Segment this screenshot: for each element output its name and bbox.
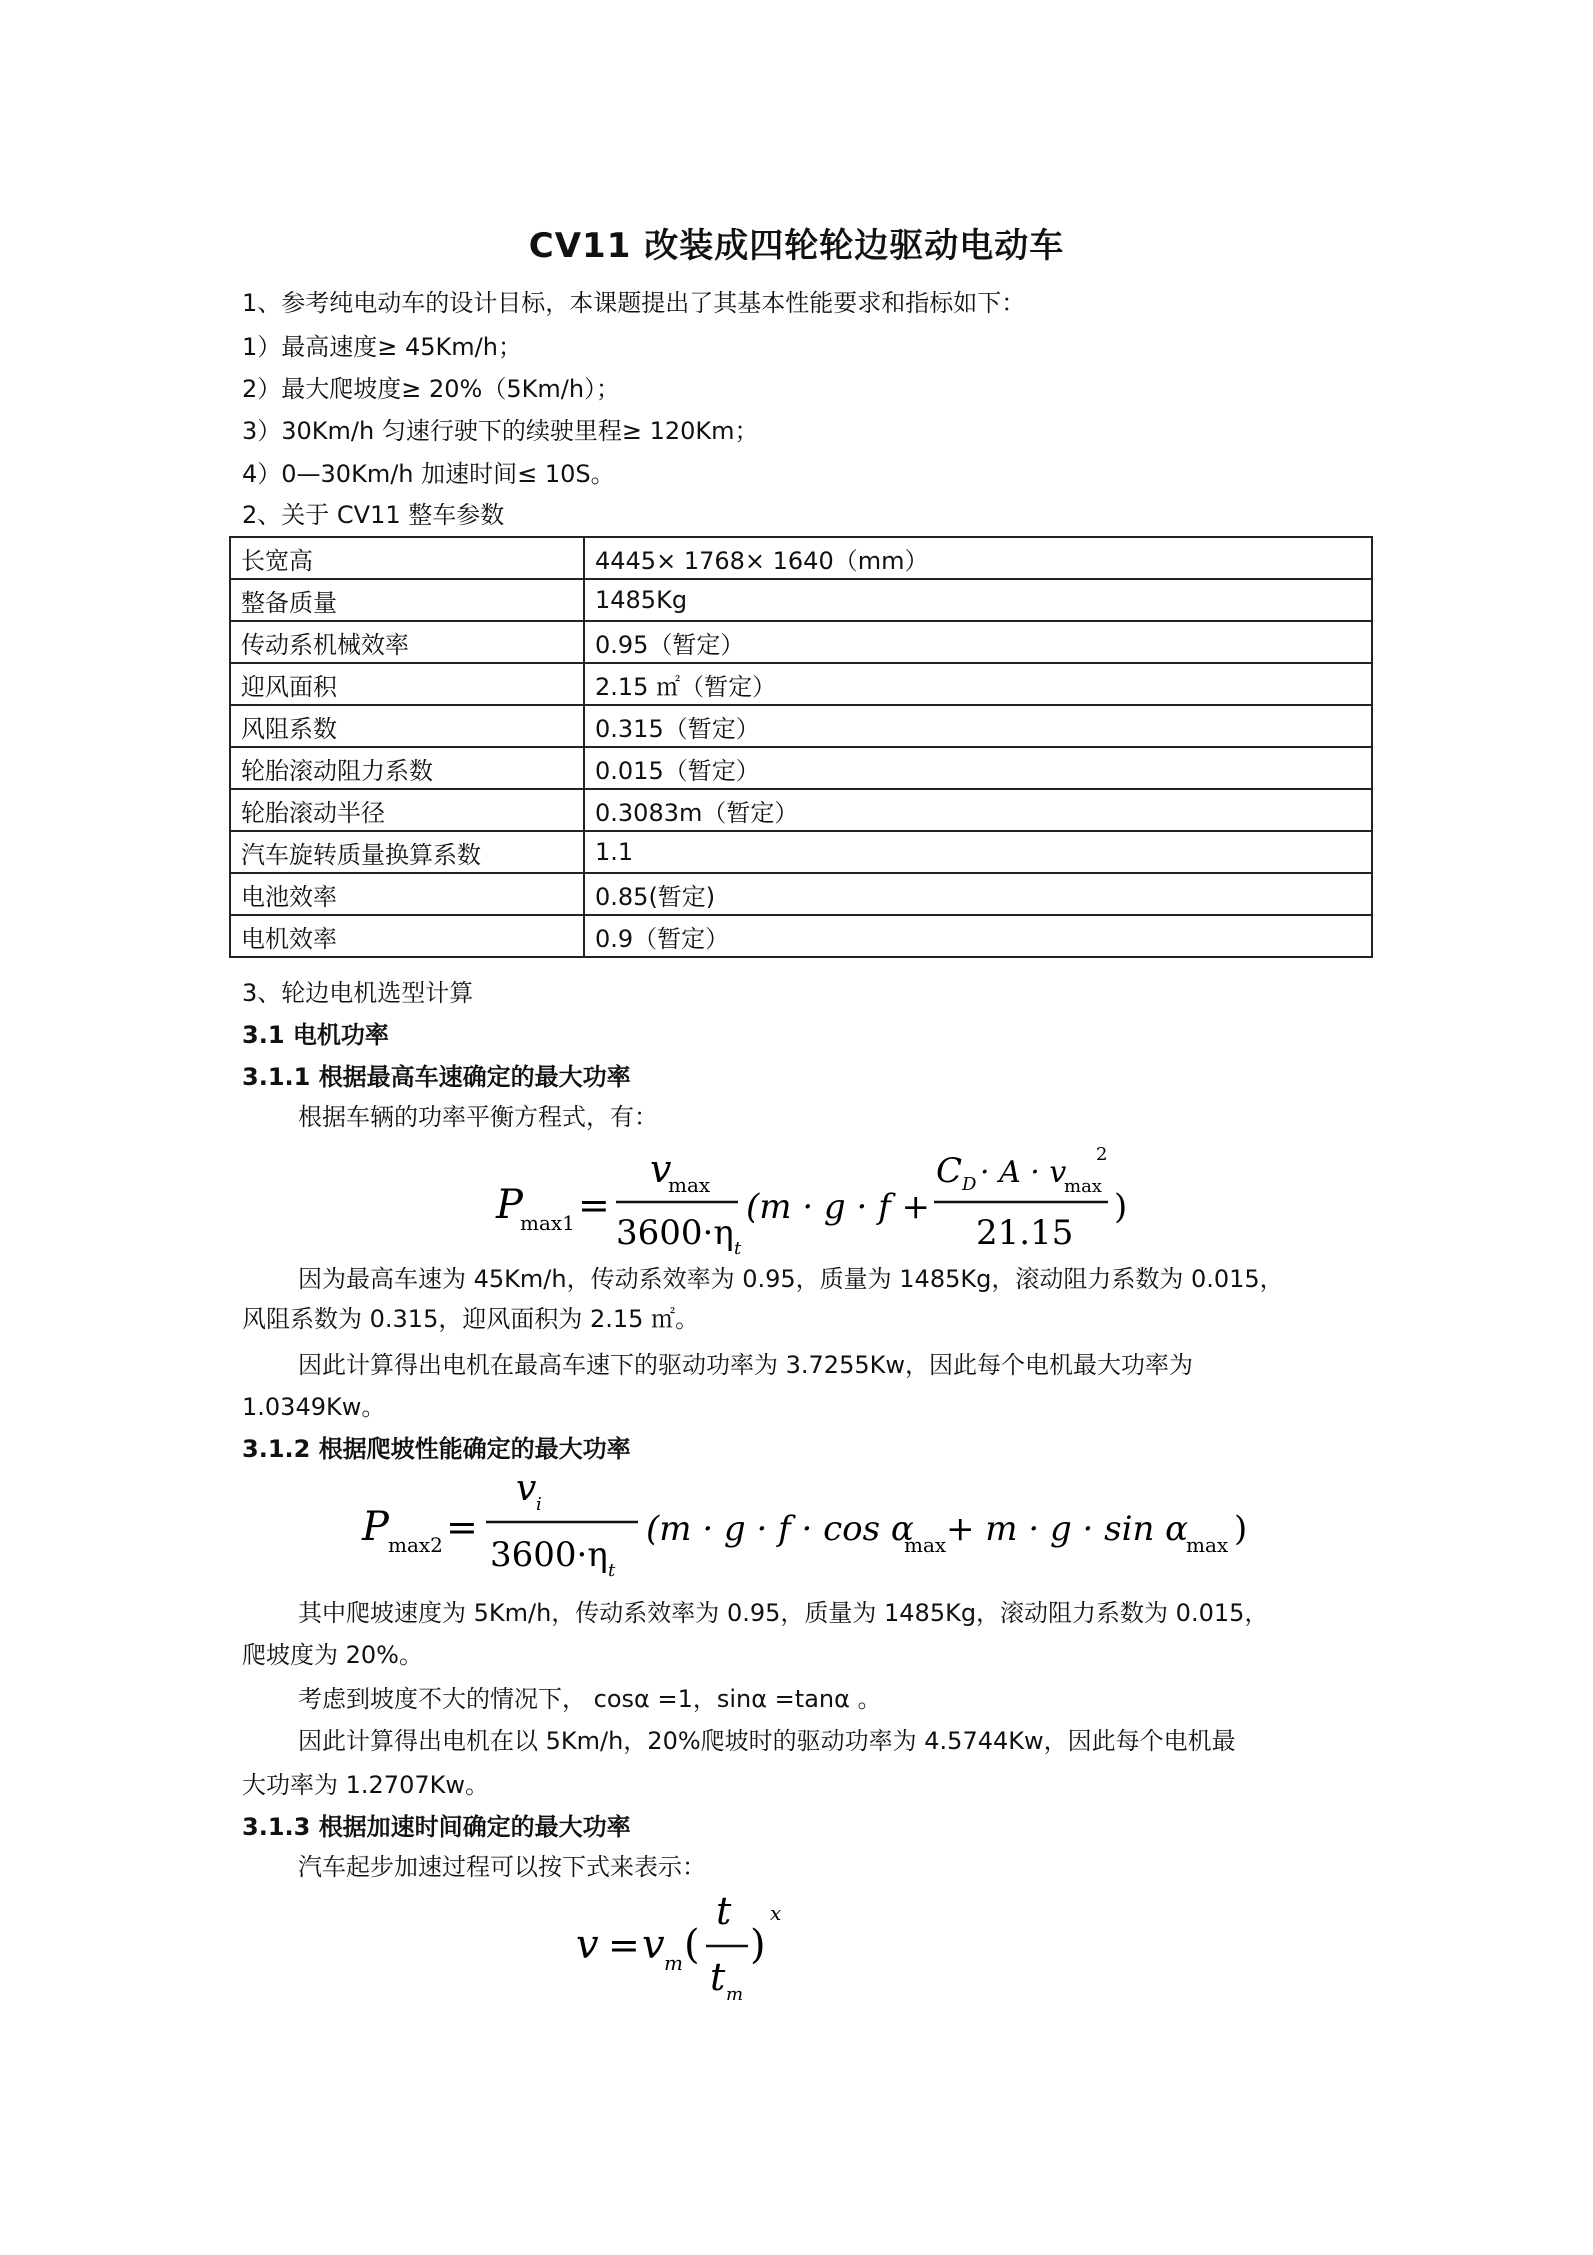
- f1-frac2-num-rest: · A · v: [980, 1155, 1067, 1190]
- subsection-heading: 3.1.1 根据最高车速确定的最大功率: [242, 1063, 631, 1091]
- param-value: 1485Kg: [584, 579, 1372, 621]
- f1-frac2-sup: 2: [1096, 1144, 1108, 1165]
- param-name: 整备质量: [230, 579, 584, 621]
- f3-lhs: v: [576, 1922, 599, 1968]
- f1-paren-close: ): [1114, 1187, 1128, 1227]
- param-name: 轮胎滚动半径: [230, 789, 584, 831]
- param-value: 4445× 1768× 1640（mm）: [584, 537, 1372, 579]
- paragraph: 因为最高车速为 45Km/h，传动系效率为 0.95，质量为 1485Kg，滚动阻力系数为 0.015，: [298, 1265, 1284, 1293]
- f1-num-sub: max: [668, 1173, 711, 1197]
- param-value: 0.015（暂定）: [584, 747, 1372, 789]
- paragraph: 因此计算得出电机在以 5Km/h，20%爬坡时的驱动功率为 4.5744Kw，因此每个电机最: [298, 1727, 1236, 1755]
- vehicle-params-table: [229, 536, 1373, 958]
- formula-2-svg: [356, 1470, 1256, 1580]
- f1-eq: =: [578, 1183, 610, 1227]
- paragraph: 汽车起步加速过程可以按下式来表示：: [298, 1853, 706, 1881]
- table-row: [230, 537, 1372, 579]
- param-value: 2.15 ㎡（暂定）: [584, 663, 1372, 705]
- f3-sup: x: [770, 1901, 782, 1925]
- table-row: [230, 747, 1372, 789]
- subsection-heading: 3.1.2 根据爬坡性能确定的最大功率: [242, 1435, 631, 1463]
- param-value: 0.315（暂定）: [584, 705, 1372, 747]
- f1-frac2-num: C: [936, 1151, 963, 1191]
- formula-power-climbing: [356, 1470, 1256, 1586]
- requirement-item: 3）30Km/h 匀速行驶下的续驶里程≥ 120Km；: [242, 417, 759, 445]
- paragraph: 大功率为 1.2707Kw。: [242, 1771, 489, 1799]
- paragraph: 1.0349Kw。: [242, 1393, 386, 1421]
- f1-den: 3600·η: [616, 1213, 734, 1253]
- table-row: [230, 915, 1372, 957]
- table-row: [230, 873, 1372, 915]
- f1-lhs-sub: max1: [520, 1211, 575, 1235]
- table-row: [230, 621, 1372, 663]
- param-name: 电池效率: [230, 873, 584, 915]
- f3-num: t: [716, 1889, 732, 1933]
- f2-den: 3600·η: [490, 1535, 608, 1575]
- f1-num: v: [650, 1147, 672, 1191]
- param-value: 0.3083m（暂定）: [584, 789, 1372, 831]
- f1-frac2-num-sub: D: [962, 1174, 977, 1195]
- f2-lhs-sub: max2: [388, 1533, 443, 1557]
- section-1-heading: 1、参考纯电动车的设计目标，本课题提出了其基本性能要求和指标如下：: [242, 289, 1026, 317]
- param-name: 风阻系数: [230, 705, 584, 747]
- param-name: 迎风面积: [230, 663, 584, 705]
- f3-eq: =: [608, 1923, 640, 1967]
- table-row: [230, 663, 1372, 705]
- f3-v: v: [642, 1922, 665, 1968]
- paragraph: 因此计算得出电机在最高车速下的驱动功率为 3.7255Kw，因此每个电机最大功率为: [298, 1351, 1193, 1379]
- table-row: [230, 831, 1372, 873]
- f2-body-close: ): [1234, 1509, 1248, 1549]
- paragraph: 其中爬坡速度为 5Km/h，传动系效率为 0.95，质量为 1485Kg，滚动阻力系数为 0.015，: [298, 1599, 1269, 1627]
- f1-frac2-num-sub2: max: [1064, 1176, 1102, 1197]
- param-value: 0.85(暂定): [584, 873, 1372, 915]
- f2-body-a: (m · g · f · cos α: [646, 1509, 914, 1549]
- param-name: 长宽高: [230, 537, 584, 579]
- paragraph: 爬坡度为 20%。: [242, 1641, 423, 1669]
- f2-lhs: P: [362, 1504, 389, 1550]
- f2-den-sub: t: [608, 1560, 616, 1581]
- table-row: [230, 705, 1372, 747]
- table-row: [230, 579, 1372, 621]
- requirement-item: 2）最大爬坡度≥ 20%（5Km/h）；: [242, 375, 621, 403]
- param-name: 轮胎滚动阻力系数: [230, 747, 584, 789]
- f1-paren-body: (m · g · f +: [746, 1187, 930, 1227]
- f2-body-sub2: max: [1186, 1533, 1229, 1557]
- f2-eq: =: [446, 1505, 478, 1549]
- f2-body-sub1: max: [904, 1533, 947, 1557]
- requirement-item: 4）0—30Km/h 加速时间≤ 10S。: [242, 460, 615, 488]
- formula-1-svg: [490, 1140, 1150, 1260]
- f2-num-sub: i: [536, 1494, 542, 1515]
- param-value: 0.95（暂定）: [584, 621, 1372, 663]
- f3-v-sub: m: [664, 1951, 683, 1975]
- f3-close: ): [750, 1922, 766, 1968]
- formula-3-svg: [572, 1889, 802, 2012]
- paragraph: 风阻系数为 0.315，迎风面积为 2.15 ㎡。: [242, 1305, 700, 1333]
- f1-frac2-den: 21.15: [976, 1213, 1074, 1253]
- f2-body-b: + m · g · sin α: [946, 1509, 1189, 1549]
- formula-acceleration: [572, 1889, 802, 2018]
- param-name: 电机效率: [230, 915, 584, 957]
- paragraph: 考虑到坡度不大的情况下， cosα =1，sinα =tanα 。: [298, 1685, 882, 1713]
- param-value: 0.9（暂定）: [584, 915, 1372, 957]
- document-title: CV11 改装成四轮轮边驱动电动车: [528, 226, 1065, 266]
- f3-open: (: [684, 1922, 700, 1968]
- f3-den: t: [710, 1955, 726, 1999]
- requirement-item: 1）最高速度≥ 45Km/h；: [242, 333, 522, 361]
- f3-den-sub: m: [726, 1984, 744, 2005]
- subsection-heading: 3.1.3 根据加速时间确定的最大功率: [242, 1813, 631, 1841]
- formula-power-max-speed: [490, 1140, 1150, 1266]
- paragraph: 根据车辆的功率平衡方程式，有：: [298, 1103, 658, 1131]
- param-value: 1.1: [584, 831, 1372, 873]
- table-row: [230, 789, 1372, 831]
- f1-lhs: P: [496, 1182, 523, 1228]
- param-name: 传动系机械效率: [230, 621, 584, 663]
- section-2-heading: 2、关于 CV11 整车参数: [242, 501, 505, 529]
- f1-den-sub: t: [734, 1238, 742, 1259]
- param-name: 汽车旋转质量换算系数: [230, 831, 584, 873]
- f2-num: v: [516, 1468, 537, 1509]
- section-3-heading: 3、轮边电机选型计算: [242, 979, 474, 1007]
- subsection-heading: 3.1 电机功率: [242, 1021, 389, 1049]
